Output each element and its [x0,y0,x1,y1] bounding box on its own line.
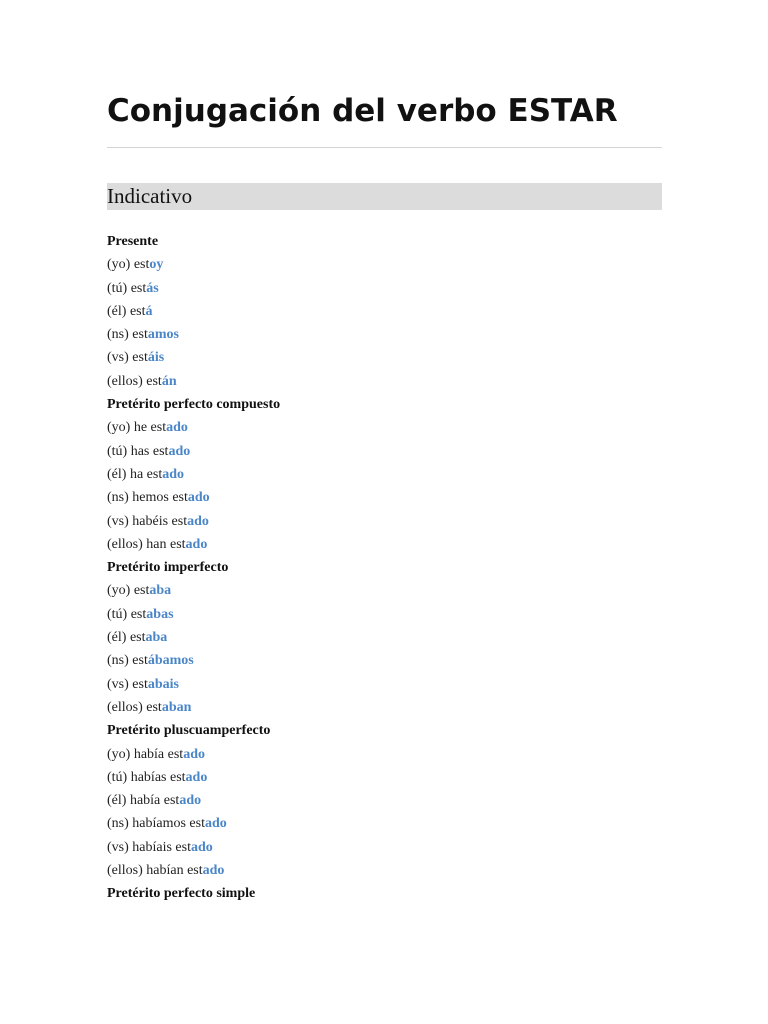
verb-ending: ado [162,466,184,482]
verb-ending: aban [161,699,192,715]
conjugation-row [107,440,280,463]
conjugation-row [107,579,280,602]
pronoun: (tú) [107,443,128,459]
verb-stem: habéis est [132,513,188,529]
verb-stem: hemos est [132,490,188,506]
pronoun: (él) [107,793,127,809]
conjugation-row [107,812,280,835]
pronoun: (vs) [107,839,129,855]
tense-heading: Presente [107,234,159,249]
pronoun: (vs) [107,513,129,529]
conjugation-row [107,510,280,533]
verb-ending: oy [149,257,164,273]
verb-stem: est [130,280,147,296]
verb-ending: án [161,373,177,389]
pronoun: (ns) [107,327,129,343]
verb-ending: abas [146,606,174,622]
verb-stem: habíamos est [132,816,205,832]
pronoun: (él) [107,466,127,482]
tense-heading: Pretérito imperfecto [107,560,229,576]
page-title: Conjugación del verbo ESTAR [107,93,618,129]
conjugation-row [107,603,280,626]
pronoun: (yo) [107,583,131,599]
conjugation-row [107,277,280,300]
conjugation-row [107,300,280,323]
verb-ending: áis [147,350,165,366]
verb-stem: est [133,257,150,273]
conjugation-row [107,416,280,439]
conjugation-row [107,626,280,649]
conjugation-row [107,789,280,812]
conjugation-row [107,743,280,766]
verb-stem: había est [129,793,180,809]
verb-stem: est [132,653,148,669]
pronoun: (vs) [107,676,129,692]
pronoun: (yo) [107,420,131,436]
conjugation-row [107,370,280,393]
verb-ending: ás [146,280,159,296]
conjugation-row [107,649,280,672]
conjugation-row [107,696,280,719]
conjugation-row [107,836,280,859]
verb-ending: ado [185,769,208,785]
pronoun: (ellos) [107,373,143,389]
conjugation-row [107,673,280,696]
verb-stem: ha est [129,466,163,482]
verb-ending: ado [179,793,202,809]
verb-ending: abais [147,676,179,692]
pronoun: (ns) [107,816,129,832]
verb-ending: ado [168,443,191,459]
conjugation-row [107,253,280,276]
pronoun: (tú) [107,769,128,785]
conjugation-row [107,533,280,556]
conjugation-list [107,230,280,906]
pronoun: (tú) [107,606,128,622]
tense-heading: Pretérito pluscuamperfecto [107,723,271,739]
conjugation-row [107,323,280,346]
verb-stem: has est [130,443,169,459]
verb-stem: est [130,606,147,622]
pronoun: (ellos) [107,536,143,552]
verb-stem: habías est [130,769,186,785]
pronoun: (él) [107,303,127,319]
verb-ending: á [145,303,153,319]
verb-ending: amos [147,327,179,343]
pronoun: (vs) [107,350,129,366]
verb-ending: ado [205,816,227,832]
conjugation-row [107,766,280,789]
conjugation-row [107,346,280,369]
verb-stem: est [132,350,148,366]
verb-ending: ado [202,863,225,879]
verb-stem: he est [133,420,167,436]
verb-stem: est [133,583,150,599]
verb-stem: est [132,327,148,343]
pronoun: (ns) [107,653,129,669]
verb-stem: habían est [146,863,203,879]
pronoun: (yo) [107,746,131,762]
verb-ending: ado [187,490,210,506]
verb-ending: aba [149,583,172,599]
pronoun: (él) [107,630,127,646]
pronoun: (ellos) [107,699,143,715]
verb-stem: est [132,676,148,692]
verb-ending: ábamos [147,653,194,669]
pronoun: (tú) [107,280,128,296]
verb-stem: est [146,373,162,389]
verb-ending: ado [183,746,205,762]
verb-ending: ado [191,839,213,855]
title-divider [107,147,662,148]
pronoun: (yo) [107,257,131,273]
conjugation-row [107,486,280,509]
verb-stem: est [146,699,162,715]
verb-stem: había est [133,746,184,762]
verb-stem: est [129,630,146,646]
verb-ending: ado [185,536,208,552]
verb-stem: han est [146,536,186,552]
verb-ending: ado [187,513,209,529]
verb-stem: est [129,303,146,319]
tense-heading: Pretérito perfecto compuesto [107,397,281,413]
conjugation-row [107,463,280,486]
section-heading-indicativo: Indicativo [107,183,662,210]
pronoun: (ns) [107,490,129,506]
verb-stem: habíais est [132,839,191,855]
verb-ending: ado [166,420,188,436]
conjugation-row [107,859,280,882]
verb-ending: aba [145,630,168,646]
pronoun: (ellos) [107,863,143,879]
tense-heading: Pretérito perfecto simple [107,886,256,902]
